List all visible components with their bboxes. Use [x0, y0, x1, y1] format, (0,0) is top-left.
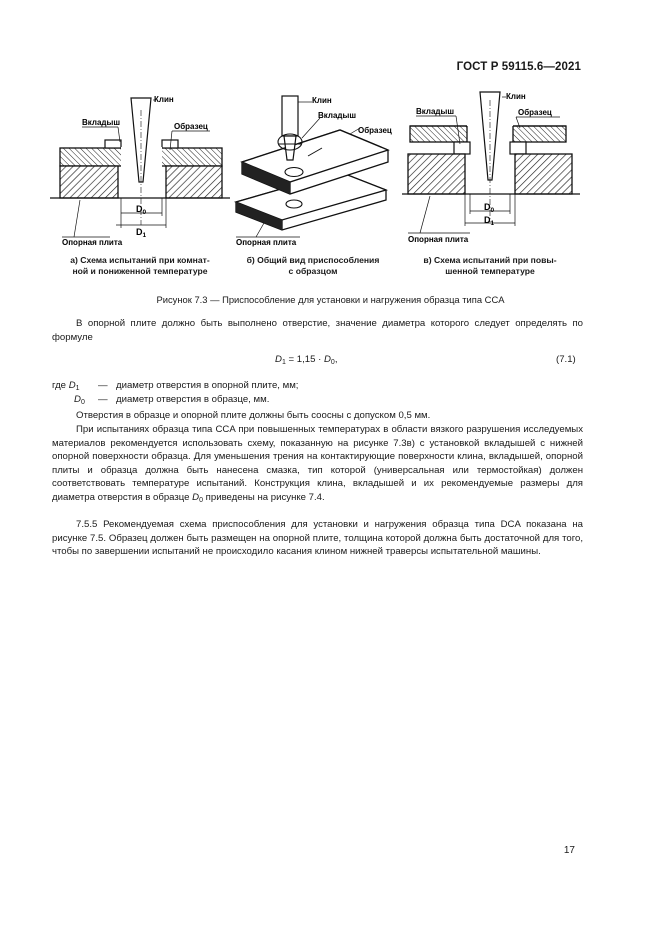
base-plate-left-a — [60, 166, 118, 198]
sample-label-a: Образец — [174, 122, 208, 131]
sample-label-c: Образец — [518, 108, 552, 117]
sample-label-b: Образец — [358, 126, 392, 135]
drawing-a — [50, 95, 230, 247]
insert-right-c — [510, 142, 526, 154]
d0-label-a: $D_0$ — [136, 204, 147, 216]
definition-d1: где $D_1$ — диаметр отверстия в опорной плите, мм; — [52, 380, 299, 392]
base-plate-label-b: Опорная плита — [236, 238, 297, 247]
document-header: ГОСТ Р 59115.6—2021 — [456, 61, 581, 73]
paragraph-2: Отверстия в образце и опорной плите должны быть соосны с допуском 0,5 мм. — [76, 410, 431, 421]
caption-c: в) Схема испытаний при повы- шенной температуре — [423, 255, 557, 276]
base-plate-label-c: Опорная плита — [408, 235, 469, 244]
caption-a: а) Схема испытаний при комнат- ной и пониженной температуре — [70, 255, 210, 276]
wedge-label-a: Клин — [154, 95, 174, 104]
paragraph-3: При испытаниях образца типа CCA при повышенных температурах в области вязкого разрушения исследуемых материалов рекомендуется использовать схему, показанную на рисунке 7.3в) с установкой вкладышей с нижней опорной поверхности образца. Для уменьшения трения на контактирующие поверхности клина, вкладышей, опорной плиты и образца должна быть нанесена смазка, тип которой (универсальная или термостойкая) должен соответствовать температуре испытаний. Конструкция клина, вкладышей и их рекомендуемые размеры для диаметра отверстия в образце $D_0$ приведены на рисунке 7.4. — [52, 424, 583, 504]
base-plate-right-c — [515, 154, 572, 194]
drawing-c — [402, 92, 580, 244]
paragraph-4: 7.5.5 Рекомендуемая схема приспособления для установки и нагружения образца типа DCA показана на рисунке 7.5. Образец должен быть размещен на опорной плите, толщина которой должна быть достаточной для того, чтобы по завершении испытаний не происходило касания клином нижней траверсы испытательной машины. — [52, 519, 583, 558]
insert-left-a — [105, 140, 121, 148]
wedge-label-c: Клин — [506, 92, 526, 101]
definition-d0: $D_0$ — диаметр отверстия в образце, мм. — [74, 394, 270, 406]
d1-label-a: $D_1$ — [136, 227, 147, 239]
wedge-label-b: Клин — [312, 96, 332, 105]
insert-left-c — [454, 142, 470, 154]
base-plate-left-c — [408, 154, 465, 194]
formula-number: (7.1) — [556, 354, 576, 365]
paragraph-1: В опорной плите должно быть выполнено отверстие, значение диаметра которого следует определять по формуле — [52, 318, 583, 343]
base-plate-right-a — [166, 166, 222, 198]
drawing-b — [236, 96, 392, 247]
base-plate-label-a: Опорная плита — [62, 238, 123, 247]
insert-label-a: Вкладыш — [82, 118, 120, 127]
insert-label-b: Вкладыш — [318, 111, 356, 120]
page-number: 17 — [563, 845, 575, 856]
caption-b: б) Общий вид приспособления с образцом — [246, 255, 380, 276]
insert-label-c: Вкладыш — [416, 107, 454, 116]
d1-label-c: $D_1$ — [484, 215, 495, 227]
figure-title: Рисунок 7.3 — Приспособление для установки и нагружения образца типа CCA — [156, 294, 505, 305]
figure-7-3-drawing — [50, 90, 590, 260]
d0-label-c: $D_0$ — [484, 202, 495, 214]
